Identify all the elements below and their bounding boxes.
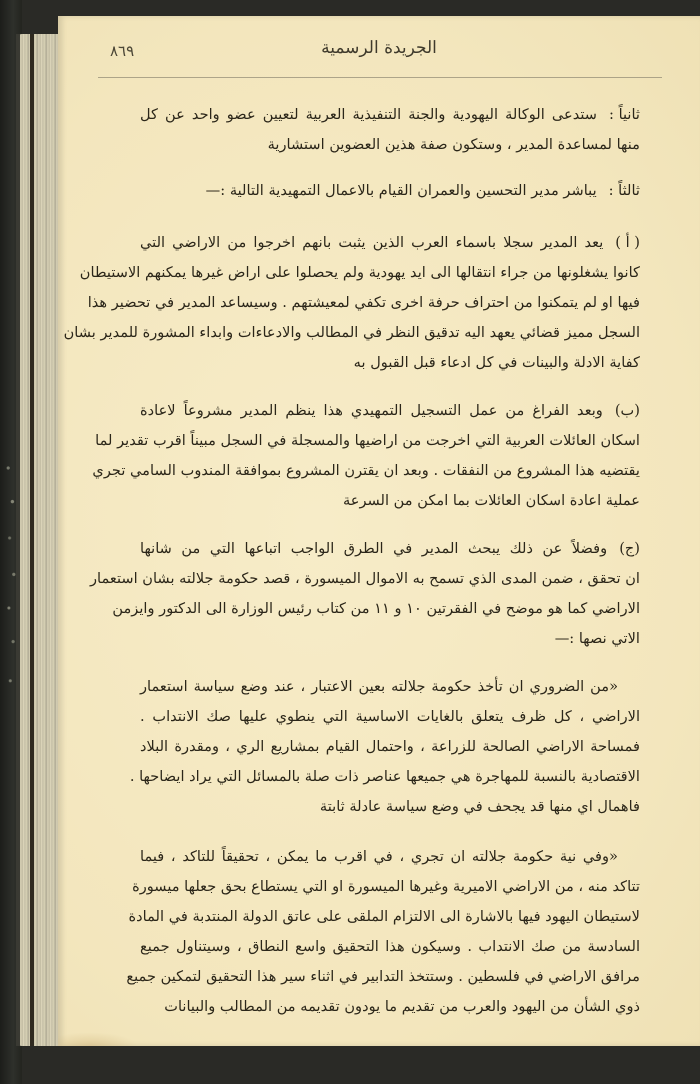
- text-line: فاهمال اي منها قد يجحف في وضع سياسة عادلة ثابتة: [319, 798, 640, 815]
- header-rule: [98, 77, 662, 78]
- text-line: الاراضي ، كل ظرف يتعلق بالغايات الاساسية التي ينطوي عليها صك الانتداب .: [140, 708, 640, 725]
- document-page: [58, 16, 700, 1046]
- text-line: «وفي نية حكومة جلالته ان تجري ، في اقرب ما يمكن ، تحقيقاً للتاكد ، فيما: [140, 848, 618, 865]
- text-line: ثانياً :ستدعى الوكالة اليهودية والجنة التنفيذية العربية لتعيين عضو واحد عن كل: [140, 100, 640, 130]
- page-number: ٨٦٩: [110, 42, 135, 60]
- paragraph-label: ( أ ): [615, 234, 640, 251]
- text-line: لاستيطان اليهود فيها بالاشارة الى الالتزام الملقى على عاتق الدولة المنتدبة في المادة: [128, 908, 640, 925]
- text-line: ( أ )يعد المدير سجلا باسماء العرب الذين يثبت بانهم اخرجوا من الاراضي التي: [140, 228, 640, 258]
- paragraph-thirdly: [140, 176, 640, 206]
- text-line: منها لمساعدة المدير ، وستكون صفة هذين العضوين استشارية: [267, 136, 640, 153]
- text-line: كفاية الادلة والبينات في كل ادعاء قبل القبول به: [353, 354, 640, 371]
- text-line: الاتي نصها :—: [554, 630, 640, 647]
- text-line: «من الضروري ان تأخذ حكومة جلالته بعين الاعتبار ، عند وضع سياسة استعمار: [140, 678, 618, 695]
- paragraph-quote-2: [126, 842, 640, 1022]
- page-header: [58, 16, 700, 74]
- text-line: السجل مميز قضائي يعهد اليه تدقيق النظر في المطالب والادعاءات وابداء المشورة للمدير بشان: [63, 324, 640, 341]
- paragraph-label: ثانياً :: [609, 106, 640, 123]
- page-stack-edges: [16, 34, 60, 1046]
- page-stain: [58, 1032, 138, 1046]
- paragraph-label: (ب): [614, 402, 640, 419]
- text-line: يقتضيه هذا المشروع من النفقات . وبعد ان يقترن المشروع بموافقة المندوب السامي تجري: [92, 462, 640, 479]
- text-line: ذوي الشأن من اليهود والعرب من تقديم ما يودون تقديمه من المطالب والبيانات: [164, 998, 640, 1015]
- text-line: الاراضي كما هو موضح في الفقرتين ١٠ و ١١ من كتاب رئيس الوزارة الى الدكتور وايزمن: [112, 600, 640, 617]
- text-line: تتاكد منه ، من الاراضي الاميرية وغيرها الميسورة او التي يستطاع بحق جعلها ميسورة: [132, 878, 640, 895]
- paragraph-label: ثالثاً :: [608, 182, 640, 199]
- text-line: اسكان العائلات العربية التي اخرجت من اراضيها والمسجلة في السجل مبيناً اقرب تقدير لما: [95, 432, 640, 449]
- text-line: (ج)وفضلاً عن ذلك يبحث المدير في الطرق الواجب اتباعها التي من شانها: [140, 534, 640, 564]
- running-title: الجريدة الرسمية: [321, 38, 437, 58]
- text-line: (ب)وبعد الفراغ من عمل التسجيل التمهيدي هذا ينظم المدير مشروعاً لاعادة: [140, 396, 640, 426]
- text-line: عملية اعادة اسكان العائلات بما امكن من السرعة: [342, 492, 640, 509]
- text-line: ثالثاً :يباشر مدير التحسين والعمران القيام بالاعمال التمهيدية التالية :—: [140, 176, 640, 206]
- paragraph-quote-1: [129, 672, 640, 822]
- paragraph-item-c: [89, 534, 640, 654]
- paragraph-item-b: [92, 396, 640, 516]
- paragraph-secondly: [140, 100, 640, 160]
- text-line: مرافق الاراضي في فلسطين . وستتخذ التدابير في اثناء سير هذا التحقيق لتمكين جميع: [126, 968, 640, 985]
- text-line: فمساحة الاراضي الصالحة للزراعة ، واحتمال القيام بمشاريع الري ، ومقدرة البلاد: [140, 738, 640, 755]
- text-line: كانوا يشغلونها من جراء انتقالها الى ايد يهودية ولم يحصلوا على اراض غيرها يمكنهم الاستيطان: [79, 264, 640, 281]
- paragraph-label: (ج): [619, 540, 640, 557]
- text-line: السادسة من صك الانتداب . وسيكون هذا التحقيق واسع النطاق ، وسيتناول جميع: [140, 938, 640, 955]
- text-line: فيها او لم يتمكنوا من احتراف حرفة اخرى تكفي لمعيشتهم . وسيساعد المدير في تحضير هذا: [87, 294, 640, 311]
- paragraph-item-a: [63, 228, 640, 378]
- text-line: ان تحقق ، ضمن المدى الذي تسمح به الاموال الميسورة ، قصد حكومة جلالته بشان استعمار: [89, 570, 640, 587]
- body-text: [63, 84, 640, 1038]
- text-line: الاقتصادية بالنسبة للمهاجرة هي جميعها عناصر ذات صلة بالمسائل التي يراد ايضاحها .: [129, 768, 640, 785]
